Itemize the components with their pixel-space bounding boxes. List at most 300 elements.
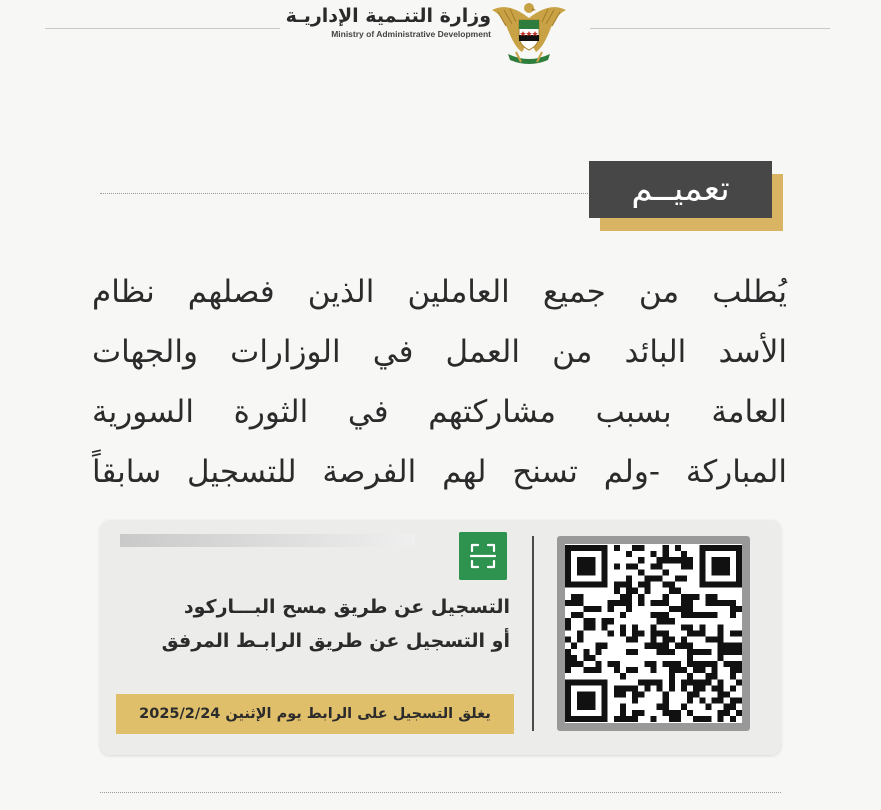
qr-module — [687, 612, 693, 618]
qr-module — [657, 600, 663, 606]
qr-module — [687, 563, 693, 569]
qr-module — [644, 661, 650, 667]
qr-module — [699, 612, 705, 618]
qr-module — [565, 667, 571, 673]
qr-module — [577, 661, 583, 667]
qr-module — [718, 710, 724, 716]
qr-module — [626, 594, 632, 600]
qr-module — [699, 667, 705, 673]
qr-module — [626, 588, 632, 594]
qr-module — [718, 563, 724, 569]
qr-module — [644, 588, 650, 594]
qr-module — [608, 618, 614, 624]
qr-pattern — [565, 544, 742, 723]
qr-module — [620, 624, 626, 630]
qr-module — [577, 582, 583, 588]
qr-module — [626, 667, 632, 673]
qr-module — [669, 588, 675, 594]
qr-module — [705, 600, 711, 606]
qr-module — [650, 667, 656, 673]
qr-module — [644, 685, 650, 691]
qr-module — [650, 612, 656, 618]
qr-module — [699, 582, 705, 588]
qr-module — [687, 600, 693, 606]
qr-module — [724, 704, 730, 710]
qr-module — [705, 716, 711, 722]
qr-module — [718, 655, 724, 661]
qr-module — [675, 661, 681, 667]
qr-module — [730, 630, 736, 636]
qr-module — [705, 637, 711, 643]
qr-module — [608, 606, 614, 612]
qr-module — [736, 630, 742, 636]
qr-module — [711, 557, 717, 563]
qr-module — [687, 661, 693, 667]
qr-module — [571, 661, 577, 667]
qr-module — [589, 716, 595, 722]
qr-module — [687, 630, 693, 636]
qr-module — [699, 661, 705, 667]
qr-module — [596, 545, 602, 551]
qr-module — [650, 600, 656, 606]
qr-module — [565, 655, 571, 661]
qr-module — [687, 606, 693, 612]
qr-module — [705, 673, 711, 679]
qr-module — [681, 551, 687, 557]
qr-module — [577, 594, 583, 600]
qr-module — [638, 679, 644, 685]
qr-module — [565, 698, 571, 704]
qr-module — [699, 624, 705, 630]
qr-module — [577, 698, 583, 704]
qr-module — [657, 612, 663, 618]
qr-module — [638, 569, 644, 575]
qr-module — [589, 545, 595, 551]
qr-module — [614, 582, 620, 588]
qr-module — [663, 643, 669, 649]
qr-module — [724, 557, 730, 563]
qr-module — [681, 594, 687, 600]
qr-module — [663, 630, 669, 636]
qr-module — [681, 612, 687, 618]
qr-module — [620, 594, 626, 600]
qr-module — [565, 551, 571, 557]
qr-module — [583, 563, 589, 569]
qr-module — [644, 582, 650, 588]
qr-module — [632, 630, 638, 636]
qr-module — [571, 582, 577, 588]
qr-module — [632, 649, 638, 655]
qr-module — [730, 606, 736, 612]
body-line: الأسد البائد من العمل في الوزارات والجهات — [92, 334, 787, 370]
qr-module — [583, 582, 589, 588]
qr-module — [565, 679, 571, 685]
qr-module — [608, 600, 614, 606]
qr-module — [632, 624, 638, 630]
qr-module — [589, 582, 595, 588]
qr-module — [675, 643, 681, 649]
qr-module — [565, 704, 571, 710]
qr-module — [724, 643, 730, 649]
qr-module — [711, 685, 717, 691]
qr-module — [577, 612, 583, 618]
qr-module — [577, 630, 583, 636]
qr-module — [577, 691, 583, 697]
qr-module — [565, 685, 571, 691]
qr-module — [730, 612, 736, 618]
qr-module — [602, 618, 608, 624]
qr-module — [626, 649, 632, 655]
card-vertical-separator — [532, 536, 534, 731]
qr-module — [577, 704, 583, 710]
qr-module — [687, 557, 693, 563]
qr-module — [669, 685, 675, 691]
qr-module — [669, 716, 675, 722]
qr-module — [730, 685, 736, 691]
instruction-line: التسجيل عن طريق مسح البـــاركود — [183, 596, 510, 618]
qr-module — [657, 685, 663, 691]
qr-module — [663, 551, 669, 557]
qr-module — [620, 582, 626, 588]
qr-module — [565, 637, 571, 643]
qr-module — [565, 569, 571, 575]
qr-module — [571, 716, 577, 722]
qr-module — [681, 600, 687, 606]
qr-module — [711, 673, 717, 679]
qr-module — [663, 649, 669, 655]
qr-module — [663, 569, 669, 575]
qr-module — [589, 655, 595, 661]
qr-module — [718, 557, 724, 563]
qr-module — [650, 716, 656, 722]
qr-module — [663, 637, 669, 643]
qr-module — [736, 551, 742, 557]
qr-module — [736, 576, 742, 582]
qr-module — [602, 624, 608, 630]
qr-module — [589, 667, 595, 673]
qr-module — [675, 716, 681, 722]
qr-module — [730, 661, 736, 667]
qr-module — [589, 691, 595, 697]
qr-module — [626, 563, 632, 569]
hawk-emblem-icon — [486, 0, 572, 68]
qr-module — [693, 630, 699, 636]
qr-module — [657, 563, 663, 569]
qr-module — [602, 679, 608, 685]
qr-module — [657, 649, 663, 655]
qr-module — [602, 643, 608, 649]
qr-module — [638, 594, 644, 600]
qr-module — [602, 563, 608, 569]
qr-module — [736, 557, 742, 563]
qr-module — [602, 551, 608, 557]
qr-module — [718, 643, 724, 649]
qr-module — [632, 691, 638, 697]
qr-module — [736, 569, 742, 575]
qr-module — [596, 649, 602, 655]
qr-module — [589, 704, 595, 710]
qr-module — [614, 563, 620, 569]
qr-module — [571, 612, 577, 618]
qr-module — [620, 710, 626, 716]
qr-module — [718, 582, 724, 588]
title-dotted-divider — [100, 193, 590, 194]
qr-module — [675, 545, 681, 551]
qr-module — [583, 667, 589, 673]
qr-module — [669, 710, 675, 716]
qr-module — [614, 685, 620, 691]
qr-module — [650, 563, 656, 569]
qr-module — [687, 643, 693, 649]
qr-module — [565, 582, 571, 588]
qr-module — [669, 673, 675, 679]
qr-module — [657, 576, 663, 582]
qr-module — [565, 545, 571, 551]
qr-module — [687, 710, 693, 716]
qr-module — [583, 698, 589, 704]
qr-module — [602, 545, 608, 551]
qr-module — [663, 557, 669, 563]
qr-module — [565, 716, 571, 722]
qr-module — [730, 649, 736, 655]
qr-module — [565, 649, 571, 655]
announcement-body — [92, 262, 787, 502]
qr-module — [730, 545, 736, 551]
deadline-banner: يغلق التسجيل على الرابط يوم الإثنين 2025/2/24 — [116, 694, 514, 734]
qr-module — [675, 557, 681, 563]
qr-module — [699, 698, 705, 704]
qr-module — [724, 582, 730, 588]
qr-module — [736, 643, 742, 649]
qr-module — [724, 691, 730, 697]
qr-module — [669, 618, 675, 624]
qr-module — [724, 710, 730, 716]
qr-module — [687, 649, 693, 655]
qr-module — [681, 606, 687, 612]
qr-module — [571, 679, 577, 685]
qr-module — [589, 563, 595, 569]
qr-module — [736, 582, 742, 588]
qr-module — [626, 716, 632, 722]
qr-module — [681, 685, 687, 691]
qr-module — [681, 667, 687, 673]
qr-module — [583, 569, 589, 575]
qr-module — [675, 606, 681, 612]
qr-module — [644, 643, 650, 649]
qr-module — [596, 667, 602, 673]
body-line: العامة بسبب مشاركتهم في الثورة السورية — [92, 394, 787, 430]
qr-module — [650, 576, 656, 582]
qr-module — [663, 612, 669, 618]
qr-module — [657, 557, 663, 563]
qr-module — [730, 673, 736, 679]
qr-module — [724, 545, 730, 551]
qr-module — [663, 600, 669, 606]
qr-module — [693, 594, 699, 600]
qr-module — [632, 710, 638, 716]
qr-module — [632, 698, 638, 704]
qr-module — [626, 606, 632, 612]
qr-module — [596, 716, 602, 722]
qr-module — [657, 679, 663, 685]
qr-module — [724, 649, 730, 655]
qr-module — [675, 667, 681, 673]
qr-module — [577, 545, 583, 551]
qr-module — [681, 563, 687, 569]
qr-module — [730, 643, 736, 649]
qr-module — [626, 551, 632, 557]
qr-module — [730, 698, 736, 704]
qr-module — [602, 698, 608, 704]
qr-code[interactable] — [557, 536, 750, 731]
body-line: المباركة -ولم تسنح لهم الفرصة للتسجيل سابقاً — [92, 454, 787, 490]
qr-module — [693, 612, 699, 618]
qr-module — [650, 637, 656, 643]
qr-module — [589, 618, 595, 624]
qr-module — [650, 679, 656, 685]
qr-module — [571, 643, 577, 649]
qr-module — [632, 563, 638, 569]
qr-module — [644, 576, 650, 582]
qr-module — [705, 582, 711, 588]
qr-module — [736, 563, 742, 569]
qr-module — [693, 649, 699, 655]
qr-module — [583, 704, 589, 710]
qr-module — [583, 716, 589, 722]
qr-module — [650, 630, 656, 636]
qr-module — [711, 698, 717, 704]
instruction-line: أو التسجيل عن طريق الرابـط المرفق — [161, 630, 510, 652]
qr-module — [663, 691, 669, 697]
qr-module — [602, 557, 608, 563]
qr-module — [669, 661, 675, 667]
qr-module — [589, 624, 595, 630]
qr-module — [577, 679, 583, 685]
qr-module — [650, 661, 656, 667]
qr-module — [583, 624, 589, 630]
qr-module — [650, 643, 656, 649]
qr-module — [632, 637, 638, 643]
qr-module — [693, 685, 699, 691]
qr-module — [718, 624, 724, 630]
qr-module — [614, 691, 620, 697]
qr-module — [638, 630, 644, 636]
qr-module — [711, 667, 717, 673]
qr-module — [602, 716, 608, 722]
qr-module — [577, 600, 583, 606]
qr-module — [602, 710, 608, 716]
qr-module — [705, 594, 711, 600]
qr-module — [681, 557, 687, 563]
qr-module — [718, 716, 724, 722]
qr-module — [583, 649, 589, 655]
qr-module — [620, 673, 626, 679]
qr-module — [699, 551, 705, 557]
qr-module — [602, 576, 608, 582]
qr-module — [669, 679, 675, 685]
qr-module — [596, 606, 602, 612]
qr-module — [577, 563, 583, 569]
qr-module — [565, 691, 571, 697]
qr-module — [565, 600, 571, 606]
header-divider-left — [45, 28, 280, 29]
qr-module — [596, 679, 602, 685]
qr-module — [638, 545, 644, 551]
qr-module — [583, 655, 589, 661]
qr-module — [663, 710, 669, 716]
qr-module — [711, 569, 717, 575]
qr-module — [663, 698, 669, 704]
qr-module — [675, 576, 681, 582]
qr-module — [589, 557, 595, 563]
qr-module — [687, 624, 693, 630]
qr-module — [565, 624, 571, 630]
qr-module — [718, 691, 724, 697]
qr-module — [699, 649, 705, 655]
qr-module — [602, 685, 608, 691]
qr-module — [620, 630, 626, 636]
qr-module — [687, 594, 693, 600]
qr-module — [711, 637, 717, 643]
qr-module — [565, 557, 571, 563]
qr-module — [718, 698, 724, 704]
qr-module — [596, 643, 602, 649]
qr-module — [650, 551, 656, 557]
qr-module — [565, 710, 571, 716]
qr-module — [632, 685, 638, 691]
qr-module — [687, 698, 693, 704]
qr-module — [687, 679, 693, 685]
qr-module — [596, 582, 602, 588]
qr-module — [657, 618, 663, 624]
qr-module — [705, 612, 711, 618]
qr-module — [663, 661, 669, 667]
qr-module — [602, 704, 608, 710]
qr-module — [638, 600, 644, 606]
qr-module — [730, 704, 736, 710]
announcement-title: تعميــم — [589, 161, 772, 218]
header-divider-right — [590, 28, 830, 29]
qr-code-image — [565, 544, 742, 723]
qr-module — [699, 545, 705, 551]
qr-module — [638, 691, 644, 697]
qr-module — [663, 594, 669, 600]
qr-module — [602, 582, 608, 588]
qr-module — [571, 655, 577, 661]
qr-module — [705, 679, 711, 685]
qr-module — [663, 618, 669, 624]
qr-module — [669, 637, 675, 643]
qr-module — [583, 691, 589, 697]
qr-module — [699, 569, 705, 575]
qr-module — [626, 576, 632, 582]
qr-module — [620, 685, 626, 691]
qr-module — [583, 545, 589, 551]
qr-module — [675, 588, 681, 594]
qr-module — [663, 704, 669, 710]
qr-module — [718, 649, 724, 655]
qr-module — [736, 545, 742, 551]
qr-module — [736, 679, 742, 685]
qr-module — [711, 661, 717, 667]
bottom-dotted-divider — [100, 792, 781, 793]
qr-module — [718, 637, 724, 643]
qr-module — [577, 637, 583, 643]
qr-module — [614, 588, 620, 594]
qr-module — [705, 649, 711, 655]
qr-module — [736, 649, 742, 655]
qr-module — [565, 563, 571, 569]
